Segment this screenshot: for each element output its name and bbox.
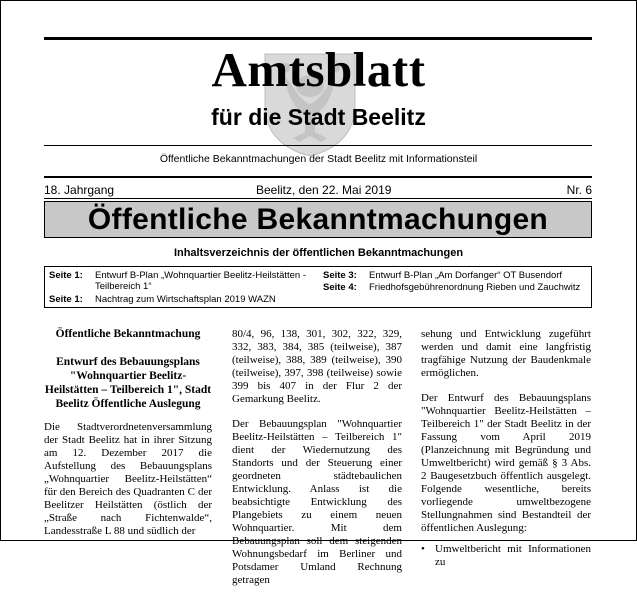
article-paragraph: Der Bebauungsplan "Wohnquartier Beelitz-Heilstätten – Teilbereich 1" dient der Wiedernutzung des Standorts und der Steuerung einer geordneten städtebaulichen Entwicklung. Anlass ist die beabsichtigte Entwicklung des Plangebiets zu einem neuen Wohnquartier. Mit dem Bebauungsplan soll dem steigenden Wohnungsbedarf im Berliner und Potsdamer Umland Rechnung getragen [232,418,402,586]
article-heading: Öffentliche Bekanntmachung [55,328,201,340]
bullet-icon: • [421,543,425,555]
toc-entry[interactable] [49,294,311,305]
masthead-tagline: Öffentliche Bekanntmachungen der Stadt Beelitz mit Informationsteil [159,153,478,165]
bullet-text: Umweltbericht mit Informationen zu [435,543,591,568]
newspaper-title: Amtsblatt [211,42,426,97]
toc-page-label: Seite 3: [323,270,357,281]
tagline-rule-top [44,145,592,146]
toc-entry[interactable] [49,270,311,292]
toc-entry-text: Friedhofsgebührenordnung Rieben und Zauchwitz [369,282,581,293]
newspaper-subtitle: für die Stadt Beelitz [211,104,426,130]
table-of-contents [44,266,592,308]
article-column-1 [44,328,212,546]
article-paragraph: 80/4, 96, 138, 301, 302, 322, 329, 332, 383, 384, 385 (teilweise), 387 (teilweise), 388, 389 (teilweise), 390 (teilweise), 397, 398 (teilweise) sowie 399 bis 407 in der Flur 2 der Gemarkung Beelitz. [232,328,402,405]
issue-date: Beelitz, den 22. Mai 2019 [256,183,392,197]
issue-rule [44,198,592,199]
article-paragraph: Die Stadtverordnetenversammlung der Stadt Beelitz hat in ihrer Sitzung am 12. Dezember 2017 die Aufstellung des Bebauungsplans „Wohnquartier Beelitz-Heilstätten“ für den Bereich des Quadranten C der Beelitzer Heilstätten (östlich der „Straße nach Fichtenwalde“, Landesstraße L 88 und südlich der [44,421,212,537]
toc-entry-text: Entwurf B-Plan „Am Dorfanger“ OT Busendorf [369,270,563,281]
issue-line [44,183,592,197]
bullet-item [421,543,591,569]
toc-entry[interactable] [323,282,589,293]
toc-page-label: Seite 4: [323,282,357,293]
article-paragraph: Der Entwurf des Bebauungsplans "Wohnquartier Beelitz-Heilstätten – Teilbereich 1" der Stadt Beelitz in der Fassung vom April 2019 (Planzeichnung mit Begründung und Umweltbericht) wird gemäß § 3 Abs. 2 Baugesetzbuch öffentlich ausgelegt. Folgende wesentliche, bereits vorliegende umweltbezogene Stellungnahmen sind Bestandteil der öffentlichen Auslegung: [421,392,591,534]
toc-page-label: Seite 1: [49,270,83,281]
tagline-rule-bottom [44,176,592,178]
toc-entry-text: Entwurf B-Plan „Wohnquartier Beelitz-Heilstätten - Teilbereich 1“ [95,270,307,292]
article-column-3 [421,328,591,569]
article-subheading: Entwurf des Bebauungsplans "Wohnquartier Beelitz-Heilstätten – Teilbereich 1", Stadt Beelitz Öffentliche Auslegung [44,356,212,410]
toc-page-label: Seite 1: [49,294,83,305]
top-rule [44,37,592,40]
toc-entry-text: Nachtrag zum Wirtschaftsplan 2019 WAZN [95,294,276,305]
article-column-2 [232,328,402,595]
issue-number: Nr. 6 [566,183,592,197]
article-paragraph: sehung und Entwicklung zugeführt werden und damit eine langfristig tragfähige Nutzung der Baudenkmale ermöglichen. [421,328,591,379]
toc-entry[interactable] [323,270,589,281]
section-banner: Öffentliche Bekanntmachungen [44,201,592,238]
toc-title: Inhaltsverzeichnis der öffentlichen Bekanntmachungen [173,247,464,259]
issue-volume: 18. Jahrgang [44,183,115,197]
